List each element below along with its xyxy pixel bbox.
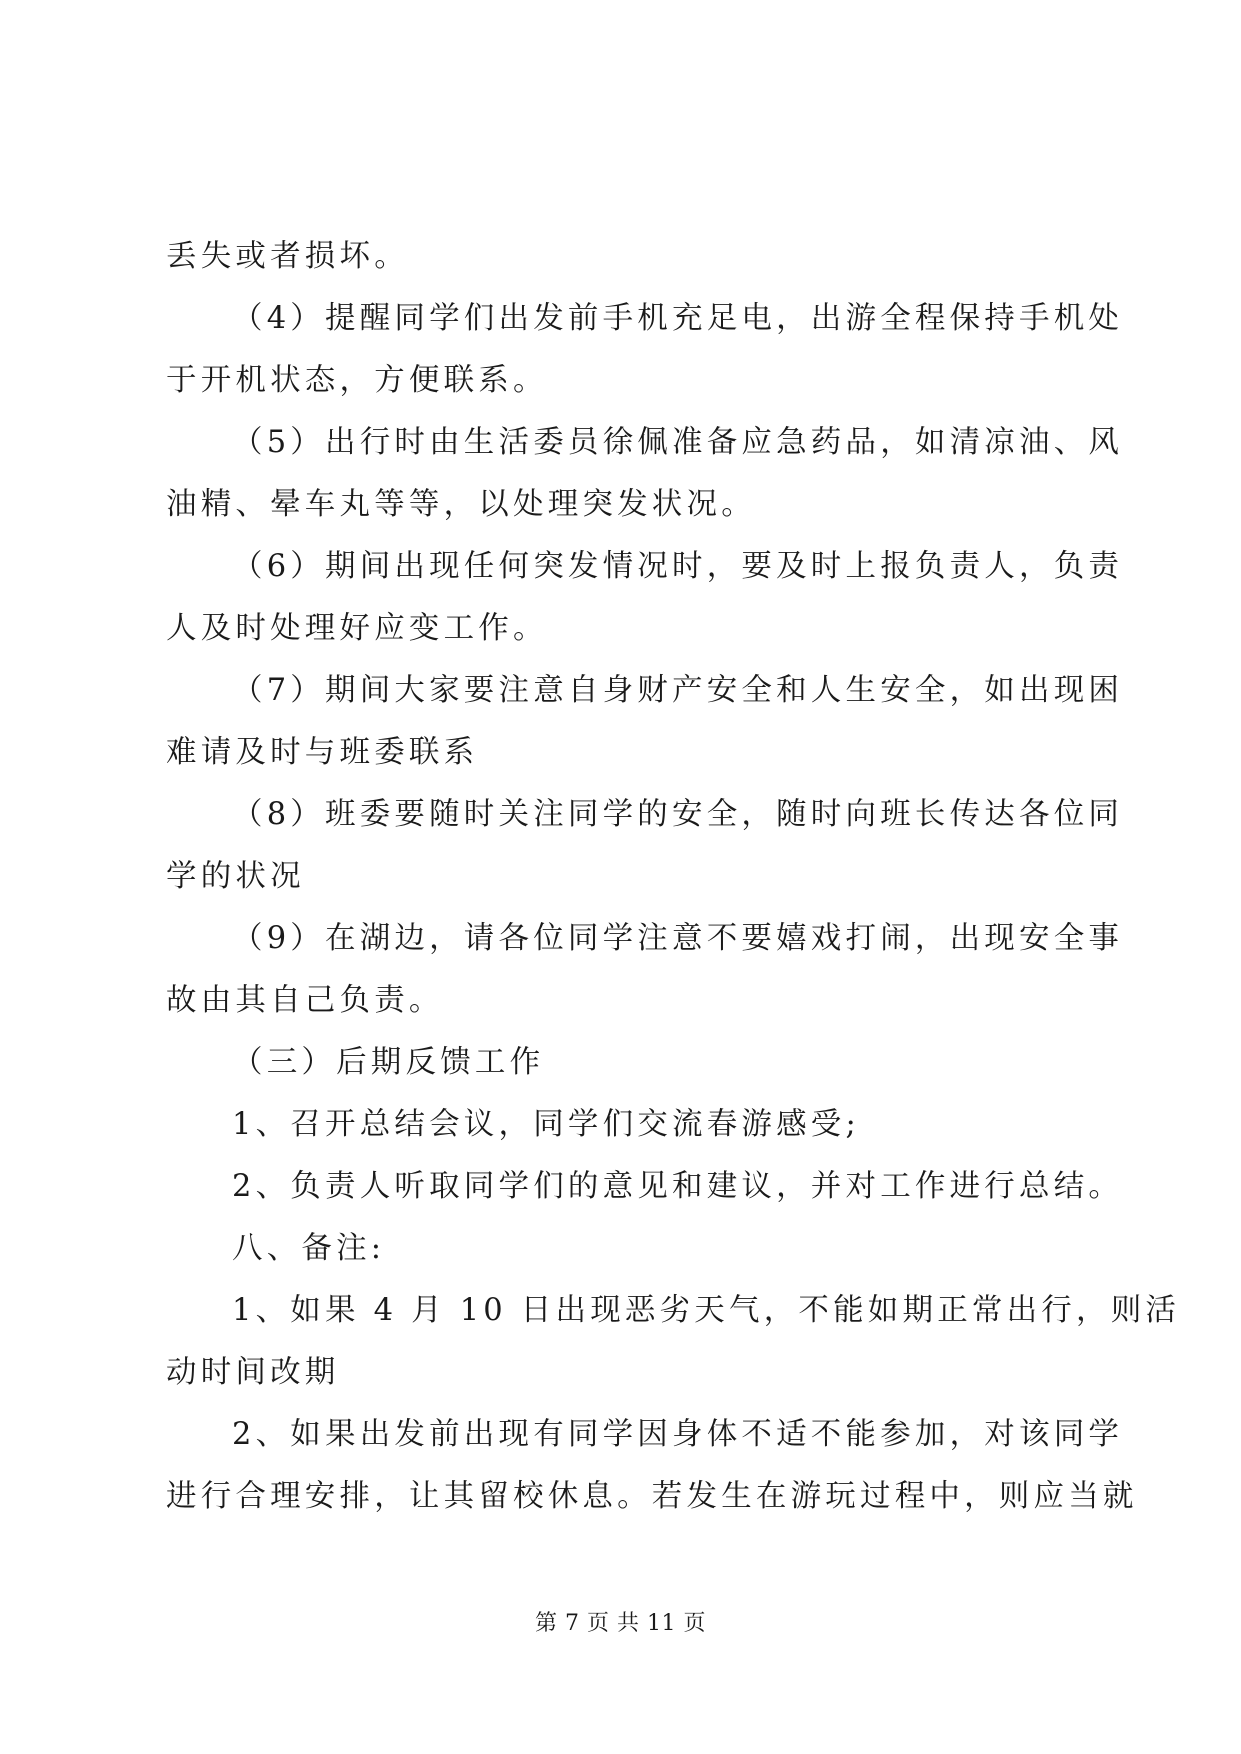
text-line: （8）班委要随时关注同学的安全，随时向班长传达各位同 xyxy=(232,797,1124,832)
text-line: 2、负责人听取同学们的意见和建议，并对工作进行总结。 xyxy=(232,1169,1124,1204)
page-footer: 第 7 页 共 11 页 xyxy=(535,1611,706,1636)
text-line: 于开机状态，方便联系。 xyxy=(166,363,548,398)
text-line: （6）期间出现任何突发情况时，要及时上报负责人，负责 xyxy=(232,549,1124,584)
text-line: （5）出行时由生活委员徐佩准备应急药品，如清凉油、风 xyxy=(232,425,1124,460)
text-line: 1、如果 4 月 10 日出现恶劣天气，不能如期正常出行，则活 xyxy=(232,1293,1181,1328)
text-line: （7）期间大家要注意自身财产安全和人生安全，如出现困 xyxy=(232,673,1124,708)
text-line: （三）后期反馈工作 xyxy=(232,1045,545,1080)
text-line: 故由其自己负责。 xyxy=(166,983,444,1018)
text-line: 油精、晕车丸等等，以处理突发状况。 xyxy=(166,487,756,522)
text-line: 2、如果出发前出现有同学因身体不适不能参加，对该同学 xyxy=(232,1417,1124,1452)
text-line: 动时间改期 xyxy=(166,1355,340,1390)
text-line: 1、召开总结会议，同学们交流春游感受; xyxy=(232,1107,860,1142)
text-line: （4）提醒同学们出发前手机充足电，出游全程保持手机处 xyxy=(232,301,1124,336)
text-line: 学的状况 xyxy=(166,859,305,894)
text-line: 难请及时与班委联系 xyxy=(166,735,479,770)
text-line: 人及时处理好应变工作。 xyxy=(166,611,548,646)
text-line: 八、备注: xyxy=(232,1231,386,1266)
text-line: 丢失或者损坏。 xyxy=(166,239,409,274)
document-body xyxy=(166,226,1181,1528)
text-line: （9）在湖边，请各位同学注意不要嬉戏打闹，出现安全事 xyxy=(232,921,1124,956)
text-line: 进行合理安排，让其留校休息。若发生在游玩过程中，则应当就 xyxy=(166,1479,1138,1514)
